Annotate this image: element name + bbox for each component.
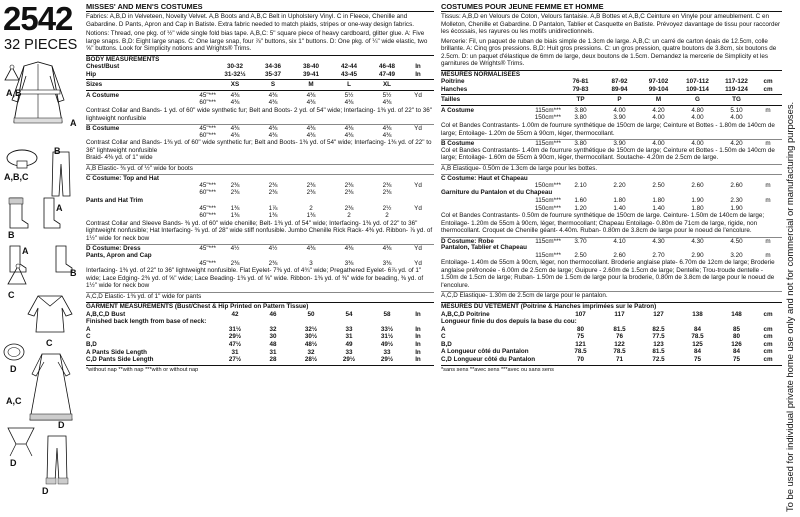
- c-costume-45-row: 45"*** 2⅜ 2⅜ 2⅜ 2⅜ 2⅜ Yd: [199, 181, 422, 189]
- b-contrast-text: Contrast Collar and Bands- 1⅜ yd. of 60" wide synthetic fur; Belt and Boots- 1⅜ yd. of 54" wide; Interfacing- 1⅜ yd. of 22" to 36" lightweight nonfusible: [86, 139, 432, 154]
- hanches-row: Hanches 79-83 89-94 99-104 109-114 119-124 cm: [441, 85, 773, 93]
- a-col-text: Col et Bandes Contrastants- 1.00m de fourrure synthétique de 150cm de large; Ceinture et Bottes - 1.80m de 140cm de large; Entoilage- 1.20m de 55cm à 90cm, léger, thermocollant.: [441, 122, 775, 137]
- a-costume-45-row: A Costume 45"*** 4⅜ 4⅜ 4⅜ 5½ 5½ Yd: [86, 91, 422, 99]
- d-pants-row: Pants, Apron and Cap: [86, 251, 152, 259]
- longueur-row: C 75 76 77.5 78.5 80 cm: [441, 333, 773, 341]
- usage-notice: To be used for individual private home use only and not for commercial or manufacturing purposes.: [784, 101, 795, 512]
- figure-label: C: [8, 290, 15, 300]
- finished-row: A Pants Side Length 31 31 32 33 33 In: [86, 348, 421, 356]
- acd-elastique-text: A,C,D Elastique- 1.30m de 2.5cm de large pour le pantalon.: [441, 291, 782, 300]
- ab-elastic-text: A,B Elastic- ⅜ yd. of ½" wide for boots: [86, 164, 434, 173]
- chest-row: Chest/Bust 30-32 34-36 38-40 42-44 46-48 In: [86, 63, 421, 71]
- b-costume-60-row: 60"*** 4⅜ 4⅜ 4⅜ 4⅜ 4⅜: [199, 131, 392, 139]
- d-pants-45-row: 45"*** 2⅜ 2⅜ 3 3⅜ 3⅜ Yd: [199, 259, 422, 267]
- nightgown-illustration: [26, 350, 76, 428]
- mercerie-text: Mercerie: Fil, un paquet de ruban de biais simple de 1.3cm de large. A,B,C: un carré de carton épais de 12.5cm, colle brillante. A: Cinq gros pressions. B,D: Huit gros pressions. C: un gros pression, quatre boutons de 3.8cm, six boutons de 2.5cm. D: un paquet d'élastique de 6mm de large, deux boutons de 1.5cm. Demandez la mercerie de Simplicity et les garnitures de Wrights® Trims.: [441, 37, 777, 67]
- tailles-row: Tailles TP P M G TG: [441, 96, 741, 104]
- c-garniture-115-row: 115cm*** 1.60 1.80 1.80 1.90 2.30 m: [535, 196, 771, 204]
- a-contrast-text: Contrast Collar and Bands- 1 yd. of 60" wide synthetic fur; Belt and Boots- 2 yd. of 54" wide; Interfacing- 1⅜ yd. of 22" to 36" lightweight nonfusible: [86, 107, 433, 122]
- c-garniture-150-row: 150cm*** 1.20 1.40 1.40 1.80 1.90: [534, 204, 743, 212]
- d-entoilage-text: Entoilage- 1.40m de 55cm à 90cm, léger, non thermocollant. Broderie anglaise plate- 6.70m de 12cm de large; Broderie anglaise préfroncée - 6.00m de 2.5cm de large; Guipure - 2.60m de 1.5cm de large; Dentelle; Trou-troude dentelle - 1.50m de 1.5cm de large; Ruban- 1.50m de 1.5cm de large pour la broderie, 0.80m de 3.8cm de large pour le noeud de l'encolure.: [441, 259, 775, 289]
- sizes-row: Sizes XS S M L XL: [86, 81, 392, 89]
- figure-label: A: [56, 203, 63, 213]
- french-column: [441, 2, 782, 512]
- figure-label: A,B: [6, 88, 22, 98]
- figure-label: D: [10, 364, 17, 374]
- footnote-en: *without nap **with nap ***with or without nap: [86, 366, 199, 373]
- notions-text: Notions: Thread, one pkg. of ½" wide single fold bias tape. A,B,C: 5" square piece of heavy cardboard, glitter glue. A: Five large snaps. B,D: Eight large snaps. C: One large snap, four ⅞" buttons, six 1" buttons. D: One pkg. of ¼" wide elastic, two ⅝" buttons. Look for Simplicity notions and Wrights® Trims.: [86, 30, 428, 52]
- hip-row: Hip 31-32½ 35-37 39-41 43-45 47-49 In: [86, 70, 421, 78]
- poitrine-row: Poitrine 76-81 87-92 97-102 107-112 117-122 cm: [441, 78, 773, 86]
- footnote-fr: *sans sens **avec sens ***avec ou sans sens: [441, 366, 554, 373]
- mesures-heading: MESURES NORMALISEES: [441, 70, 782, 79]
- c-contrast-text: Contrast Collar and Sleeve Bands- ⅜ yd. of 60" wide chenille; Belt- 1⅜ yd. of 54" wide; Interfacing- 1⅜ yd. of 22" to 36" lightweight nonfusible; Hat Interfacing- ⅜ yd. of 28" wide stiff nonfusible. Jumbo Chenille Rick Rack- 4⅜ yd. Ribbon- ⅞ yd. of 1½" wide for neck bow: [86, 219, 433, 242]
- boot-illustration: [40, 196, 62, 230]
- c-costume-row: C Costume: Top and Hat: [86, 174, 434, 182]
- garment-measurements-heading: GARMENT MEASUREMENTS (Bust/Chest & Hip Printed on Pattern Tissue): [86, 302, 434, 311]
- c-col-text: Col et Bandes Contrastants- 0.50m de fourrure synthétique de 150cm de large. Ceinture- 1.50m de 140cm de large; Entoilage- 1.20m de 55cm à 90cm, léger, thermocollant; Chapeau Entoilage- 0.80m de 71cm de large, rigide, non thermocollant. Croquet de Chenille géant- 4.40m. Ruban- 0.80m de 3.8cm de large pour le noeud de l'encolure.: [441, 212, 765, 235]
- pattern-number: 2542: [3, 0, 73, 37]
- acd-elastic-text: A,C,D Elastic- 1⅜ yd. of 1" wide for pants: [86, 292, 434, 301]
- poitrine-garment-row: A,B,C,D Poitrine 107 117 127 138 148 cm: [441, 310, 773, 318]
- pieces-count: 32 PIECES: [4, 37, 78, 53]
- figure-label: A,C: [6, 396, 22, 406]
- figure-label: B: [54, 146, 61, 156]
- belt-illustration: [4, 146, 40, 170]
- c-garniture-row: Garniture du Pantalon et du Chapeau: [441, 189, 553, 197]
- d-interfacing-text: Interfacing- 1⅜ yd. of 22" to 36" lightweight nonfusible. Flat Eyelet- 7⅜ yd. of 4¾" wide; Pregathered Eyelet- 6⅞ yd. of 1" wide; Lace Edging- 2⅜ yd. of ⅝" wide; Lace Beading- 1⅜ yd. of ⅝" wide. Ribbon- 1⅜ yd. of ⅜" wide for beading, ⅜ yd. of 1½" wide for neck bow: [86, 267, 424, 290]
- elf-hat-illustration: [4, 262, 30, 288]
- d-pantalon-row: Pantalon, Tablier et Chapeau: [441, 244, 527, 252]
- title-fr: COSTUMES POUR JEUNE FEMME ET HOMME: [441, 2, 782, 12]
- mob-cap-illustration: [2, 340, 26, 362]
- longueur-row: A Longueur côté du Pantalon 78.5 78.5 81.5 84 84 cm: [441, 348, 773, 356]
- body-measurements-heading: BODY MEASUREMENTS: [86, 55, 434, 64]
- vetement-heading: MESURES DU VETEMENT (Poitrine & Hanches imprimées sur le Patron): [441, 302, 782, 311]
- elf-top-illustration: [22, 292, 78, 336]
- figure-label: A: [70, 118, 77, 128]
- c-costume-row: C Costume: Haut et Chapeau: [441, 174, 782, 182]
- pantalettes-illustration: [44, 434, 70, 488]
- figure-label: D: [42, 486, 49, 496]
- a-costume-115-row: A Costume 115cm*** 3.80 4.00 4.20 4.80 5.10 m: [441, 106, 771, 114]
- b-braid-text: Braid- 4⅜ yd. of 1" wide: [86, 154, 153, 162]
- tissus-text: Tissus: A,B,D en Velours de Coton, Velours fantaisie. A,B Bottes et A,B,C Ceinture en Vinyle pour ameublement. C en Molleton, Chenille et Gabardine. D Pantalon, Tablier et Casquette en Batiste. Prévoyez davantage de tissu pour raccorder les écossais, les rayures ou les motifs unidirectionnels.: [441, 13, 781, 35]
- longueur-label: Longueur finie du dos depuis la base du cou:: [441, 318, 577, 326]
- longueur-row: B,D 121 122 123 125 126 cm: [441, 340, 773, 348]
- apron-illustration: [4, 424, 38, 460]
- bust-row: A,B,C,D Bust 42 46 50 54 58 In: [86, 310, 421, 318]
- title-en: MISSES' AND MEN'S COSTUMES: [86, 2, 434, 12]
- c-pants-row: Pants and Hat Trim: [86, 197, 144, 205]
- figure-label: D: [10, 458, 17, 468]
- finished-row: C 29½ 30 30½ 31 31½ In: [86, 333, 421, 341]
- b-costume-115-row: B Costume 115cm*** 3.80 3.90 4.00 4.00 4.20 m: [441, 139, 782, 147]
- d-pantalon-115-row: 115cm*** 2.50 2.60 2.70 2.90 3.20 m: [535, 251, 771, 259]
- figure-label: B: [8, 230, 15, 240]
- c-pants-60-row: 60"*** 1⅜ 1⅜ 1⅜ 2 2: [199, 212, 389, 220]
- a-costume-60-row: 60"*** 4⅜ 4⅜ 4⅜ 4⅜ 4⅜: [199, 99, 392, 107]
- boot-illustration: [6, 196, 32, 230]
- figure-label: C: [46, 338, 53, 348]
- longueur-row: C,D Longueur côté du Pantalon 70 71 72.5 75 75 cm: [441, 356, 773, 364]
- d-costume-115-row: D Costume: Robe 115cm*** 3.70 4.10 4.30 4.30 4.50 m: [441, 237, 782, 245]
- figure-panel: [0, 0, 84, 517]
- longueur-row: A 80 81.5 82.5 84 85 cm: [441, 325, 773, 333]
- a-costume-150-row: 150cm*** 3.80 3.90 4.00 4.00 4.00: [534, 114, 743, 122]
- c-costume-60-row: 60"*** 2⅜ 2⅜ 2⅜ 2⅜ 2⅜: [199, 189, 392, 197]
- english-column: [86, 2, 434, 512]
- ab-elastique-text: A,B Elastique- 0.50m de 1.3cm de large pour les bottes.: [441, 164, 782, 173]
- d-costume-45-row: D Costume: Dress 45"*** 4½ 4½ 4⅜ 4⅜ 4⅜ Yd: [86, 244, 434, 252]
- finished-row: B,D 47½ 48 48½ 49 49½ In: [86, 341, 421, 349]
- b-col-text: Col et Bandes Contrastants- 1.40m de fourrure synthétique de 150cm de large; Ceinture et Bottes - 1.50m de 140cm de large; Entoilage- 1.60m de 55cm à 90cm, léger, thermocollant. Soutache- 4.20m de 2.5cm de large.: [441, 146, 775, 162]
- figure-label: D: [58, 420, 65, 430]
- c-costume-150-row: 150cm*** 2.10 2.20 2.50 2.60 2.60 m: [534, 181, 771, 189]
- santa-hat-illustration: [2, 64, 22, 84]
- finished-row: C,D Pants Side Length 27½ 28 28½ 29½ 29½ In: [86, 356, 421, 364]
- finished-length-label: Finished back length from base of neck:: [86, 318, 207, 326]
- figure-label: A,B,C: [4, 172, 29, 182]
- figure-label: B: [70, 268, 77, 278]
- fabrics-text: Fabrics: A,B,D in Velveteen, Novelty Velvet. A,B Boots and A,B,C Belt in Upholstery Vinyl. C in Fleece, Chenille and Gabardine. D Pants, Apron and Cap in Batiste. Extra fabric needed to match plaids, stripes or one-way design fabrics.: [86, 13, 414, 28]
- pants-illustration: [50, 150, 72, 200]
- b-costume-45-row: B Costume 45"*** 4⅜ 4⅜ 4⅜ 4⅜ 4⅜ Yd: [86, 124, 434, 132]
- figure-label: A: [22, 246, 29, 256]
- finished-row: A 31½ 32 32½ 33 33½ In: [86, 325, 421, 333]
- c-pants-45-row: 45"*** 1⅜ 1⅞ 2 2⅜ 2½ Yd: [199, 204, 422, 212]
